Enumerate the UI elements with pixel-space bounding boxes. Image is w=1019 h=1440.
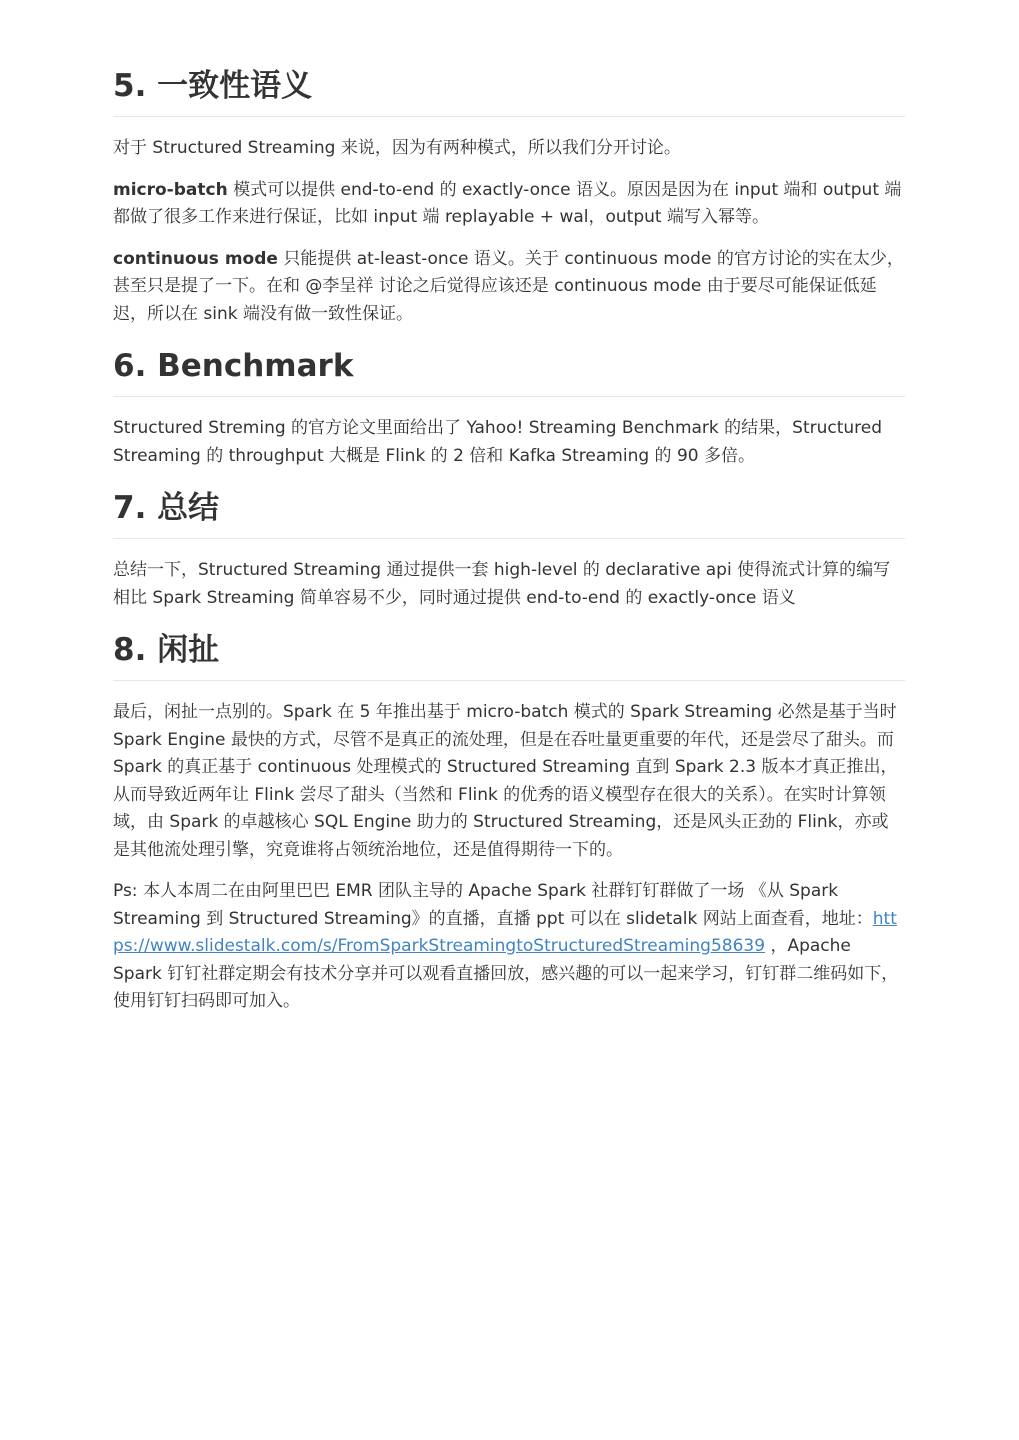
paragraph-micro-batch bbox=[113, 177, 905, 232]
section-chitchat bbox=[113, 626, 905, 1016]
paragraph: 对于 Structured Streaming 来说，因为有两种模式，所以我们分开讨论。 bbox=[113, 138, 681, 158]
section-benchmark bbox=[113, 342, 905, 470]
paragraph-text: 模式可以提供 end-to-end 的 exactly-once 语义。原因是因为在 input 端和 output 端都做了很多工作来进行保证，比如 input 端 replayable + wal，output 端写入幂等。 bbox=[113, 179, 902, 227]
slidestalk-link[interactable]: https://www.slidestalk.com/s/FromSparkStreamingtoStructuredStreaming58639 bbox=[113, 908, 897, 956]
paragraph: Structured Streming 的官方论文里面给出了 Yahoo! Streaming Benchmark 的结果，Structured Streaming 的 throughput 大概是 Flink 的 2 倍和 Kafka Streaming 的 90 多倍。 bbox=[113, 418, 883, 466]
document-page bbox=[113, 62, 905, 1030]
paragraph-continuous-mode bbox=[113, 246, 905, 329]
section-consistency-semantics bbox=[113, 62, 905, 328]
paragraph: 总结一下，Structured Streaming 通过提供一套 high-level 的 declarative api 使得流式计算的编写相比 Spark Streaming 简单容易不少，同时通过提供 end-to-end 的 exactly-once 语义 bbox=[113, 560, 891, 608]
paragraph-text: Ps: 本人本周二在由阿里巴巴 EMR 团队主导的 Apache Spark 社群钉钉群做了一场 《从 Spark Streaming 到 Structured Streaming》的直播，直播 ppt 可以在 slidetalk 网站上面查看，地址： bbox=[113, 881, 873, 929]
paragraph: 最后，闲扯一点别的。Spark 在 5 年推出基于 micro-batch 模式的 Spark Streaming 必然是基于当时 Spark Engine 最快的方式，尽管不是真正的流处理，但是在吞吐量更重要的年代，还是尝尽了甜头。而 Spark 的真正基于 continuous 处理模式的 Structured Streaming 直到 Spark 2.3 版本才真正推出，从而导致近两年让 Flink 尝尽了甜头（当然和 Flink 的优秀的语义模型存在很大的关系）。在实时计算领域，由 Spark 的卓越核心 SQL Engine 助力的 Structured Streaming，还是风头正劲的 Flink，亦或是其他流处理引擎，究竟谁将占领统治地位，还是值得期待一下的。 bbox=[113, 702, 898, 860]
bold-term: continuous mode bbox=[113, 248, 278, 269]
section-summary bbox=[113, 484, 905, 612]
section-heading: 8. 闲扯 bbox=[113, 626, 905, 681]
section-heading: 6. Benchmark bbox=[113, 342, 905, 397]
paragraph-text: ，Apache Spark 钉钉社群定期会有技术分享并可以观看直播回放，感兴趣的可以一起来学习，钉钉群二维码如下，使用钉钉扫码即可加入。 bbox=[113, 936, 899, 1011]
paragraph-ps bbox=[113, 878, 905, 1016]
section-heading: 7. 总结 bbox=[113, 484, 905, 539]
paragraph-text: 只能提供 at-least-once 语义。关于 continuous mode 的官方讨论的实在太少，甚至只是提了一下。在和 @李呈祥 讨论之后觉得应该还是 continuous mode 由于要尽可能保证低延迟，所以在 sink 端没有做一致性保证。 bbox=[113, 248, 904, 324]
section-heading: 5. 一致性语义 bbox=[113, 62, 905, 117]
bold-term: micro-batch bbox=[113, 179, 228, 200]
